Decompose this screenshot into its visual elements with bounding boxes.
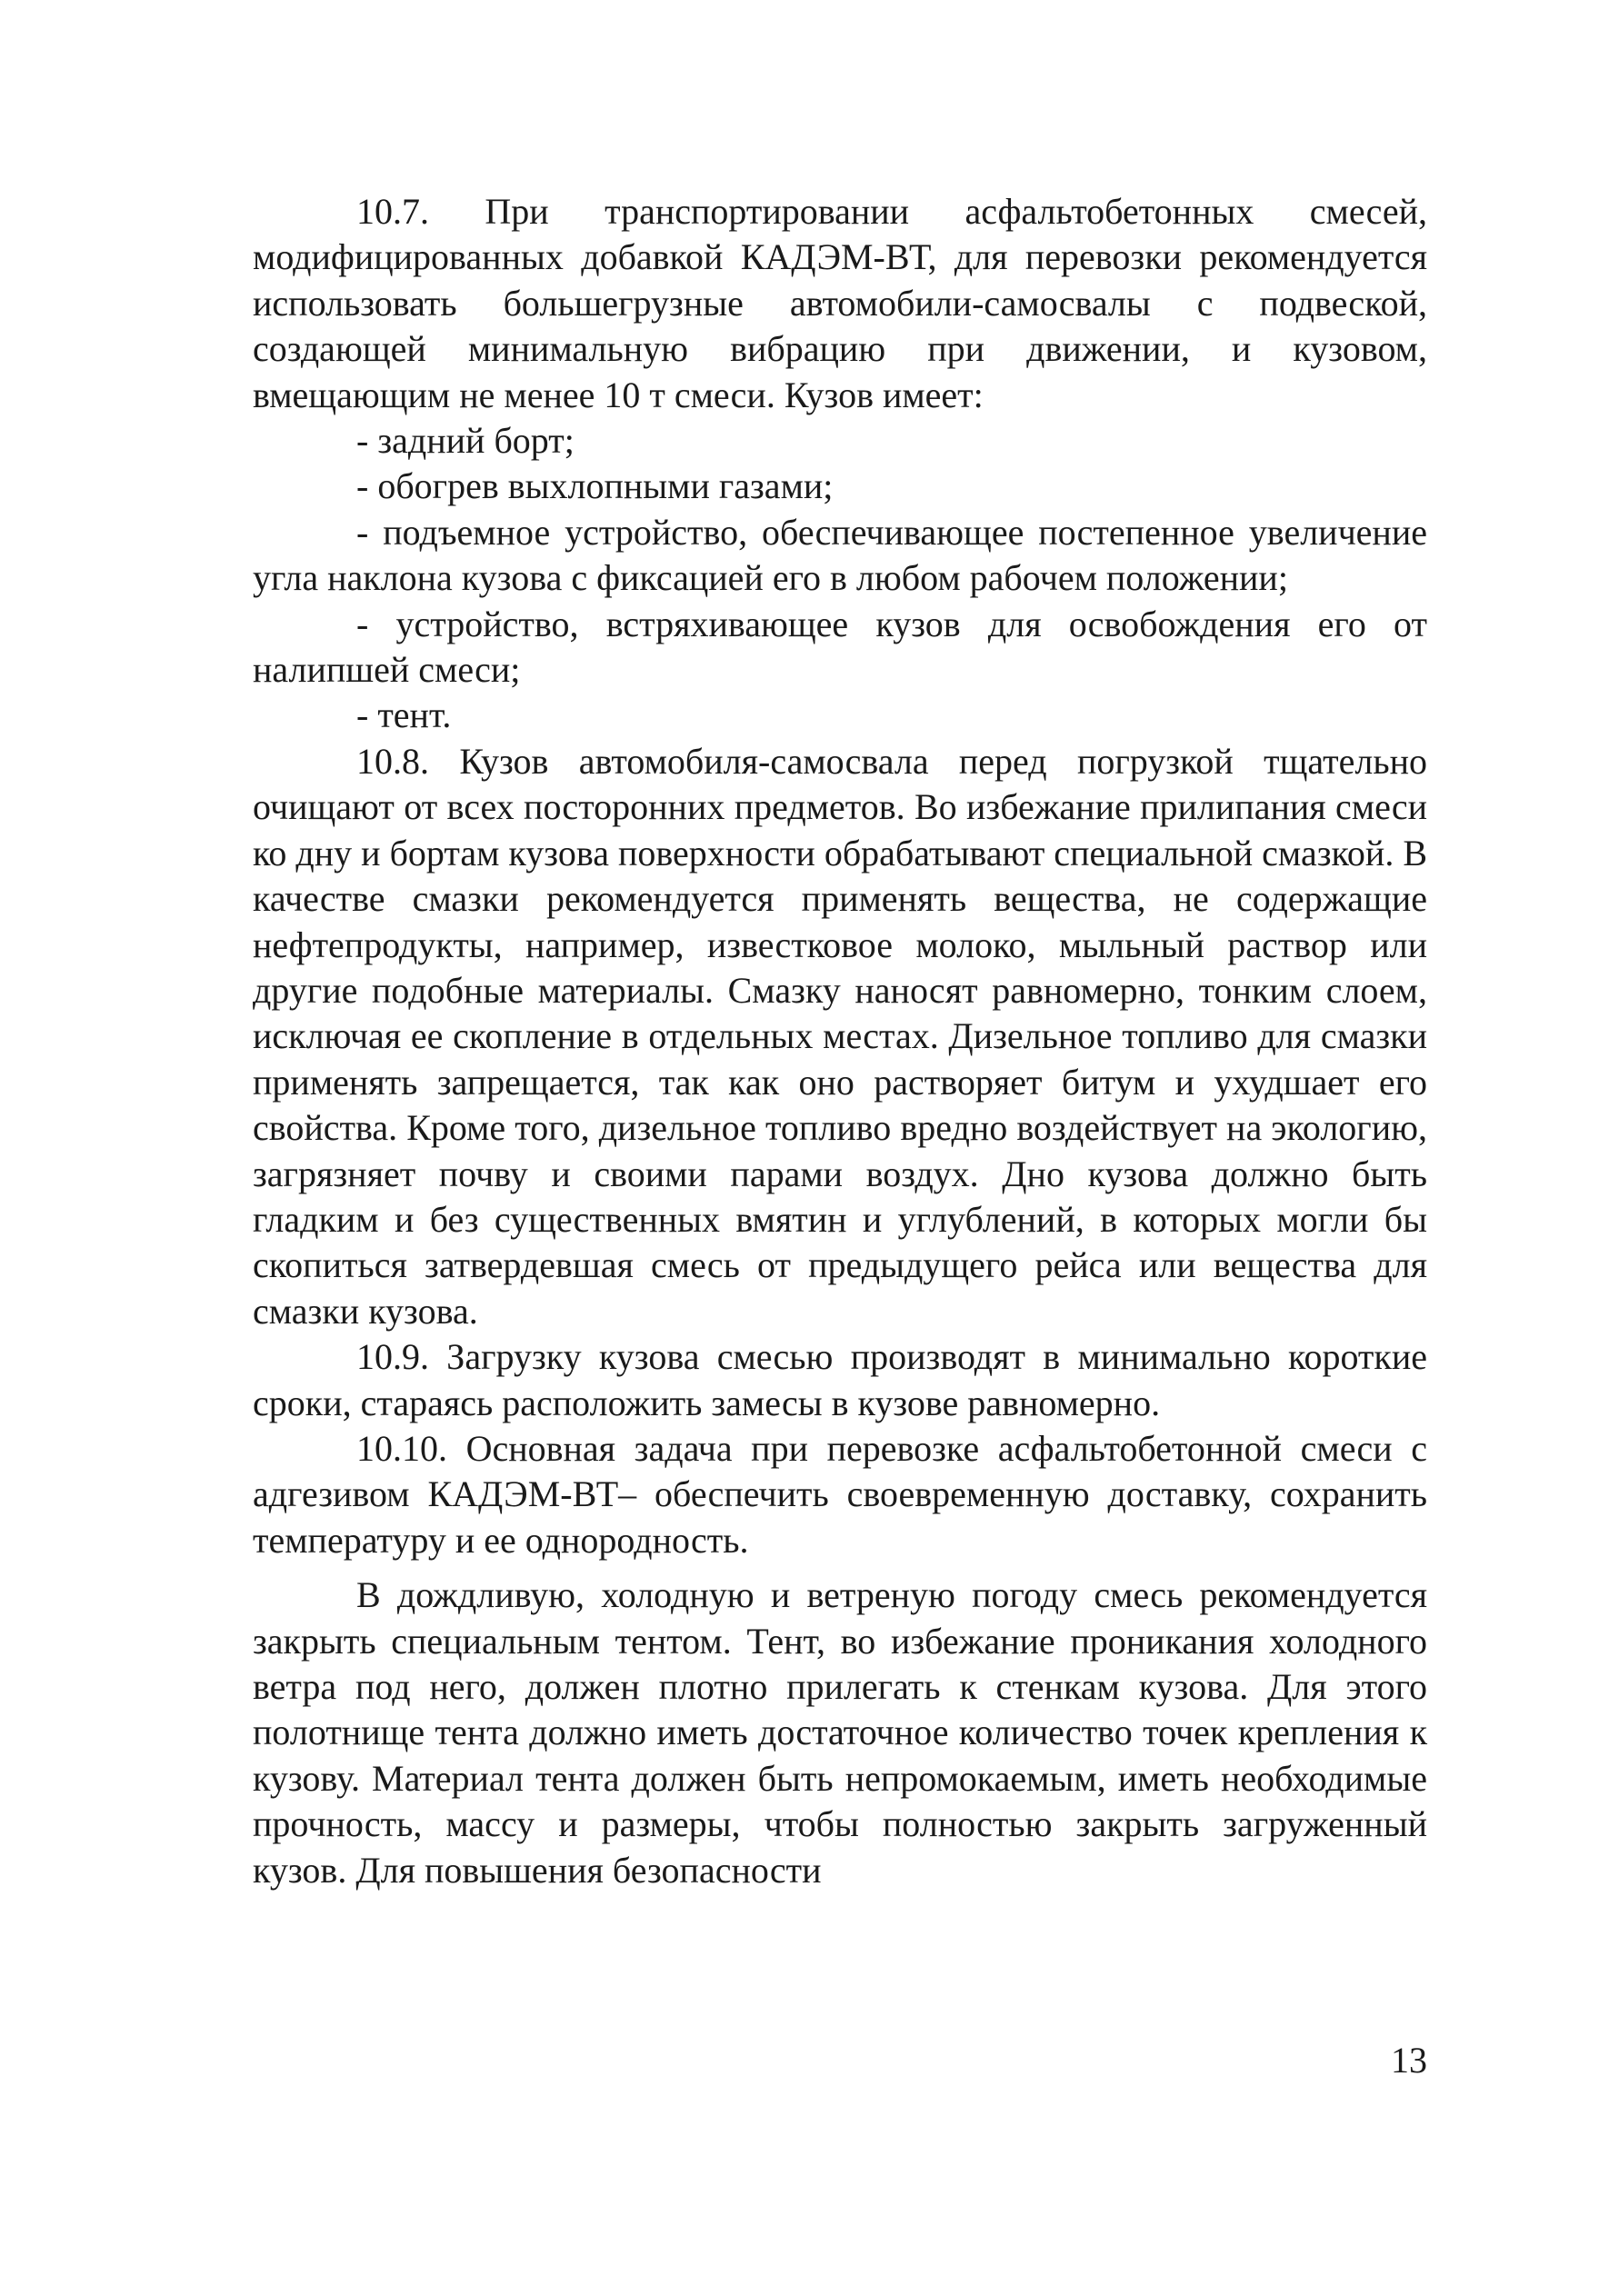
list-item-shaking-device: - устройство, встряхивающее кузов для освобождения его от налипшей смеси; (253, 603, 1427, 691)
paragraph-10-8: 10.8. Кузов автомобиля-самосвала перед погрузкой тщательно очищают от всех посторонних предметов. Во избежание прилипания смеси ко дну и бортам кузова поверхности обрабатывают специальной смазкой. В качестве смазки рекомендуется применять вещества, не содержащие нефтепродукты, например, известковое молоко, мыльный раствор или другие подобные материалы. Смазку наносят равномерно, тонким слоем, исключая ее скопление в отдельных местах. Дизельное топливо для смазки применять запрещается, так как оно растворяет битум и ухудшает его свойства. Кроме того, дизельное топливо вредно воздействует на экологию, загрязняет почву и своими парами воздух. Дно кузова должно быть гладким и без существенных вмятин и углублений, в которых могли бы скопиться затвердевшая смесь от предыдущего рейса или вещества для смазки кузова. (253, 740, 1427, 1332)
page-number: 13 (1391, 2040, 1427, 2081)
paragraph-10-10: 10.10. Основная задача при перевозке асфальтобетонной смеси с адгезивом КАДЭМ-ВТ– обеспечить своевременную доставку, сохранить температуру и ее однородность. (253, 1427, 1427, 1561)
paragraph-weather: В дождливую, холодную и ветреную погоду смесь рекомендуется закрыть специальным тентом. Тент, во избежание проникания холодного ветра под него, должен плотно прилегать к стенкам кузова. Для этого полотнище тента должно иметь достаточное количество точек крепления к кузову. Материал тента должен быть непромокаемым, иметь необходимые прочность, массу и размеры, чтобы полностью закрыть загруженный кузов. Для повышения безопасности (253, 1574, 1427, 1891)
list-item-exhaust-heating: - обогрев выхлопными газами; (356, 465, 834, 507)
paragraph-10-7: 10.7. При транспортировании асфальтобетонных смесей, модифицированных добавкой КАДЭМ-ВТ, для перевозки рекомендуется использовать большегрузные автомобили-самосвалы с подвеской, создающей минимальную вибрацию при движении, и кузовом, вмещающим не менее 10 т смеси. Кузов имеет: (253, 191, 1427, 415)
list-item-tent: - тент. (356, 694, 452, 736)
body-text (253, 189, 1427, 1893)
paragraph-10-9: 10.9. Загрузку кузова смесью производят в минимально короткие сроки, стараясь расположить замесы в кузове равномерно. (253, 1336, 1427, 1423)
list-item-rear-board: - задний борт; (356, 420, 575, 462)
list-item-lifting-device: - подъемное устройство, обеспечивающее постепенное увеличение угла наклона кузова с фиксацией его в любом рабочем положении; (253, 511, 1427, 599)
